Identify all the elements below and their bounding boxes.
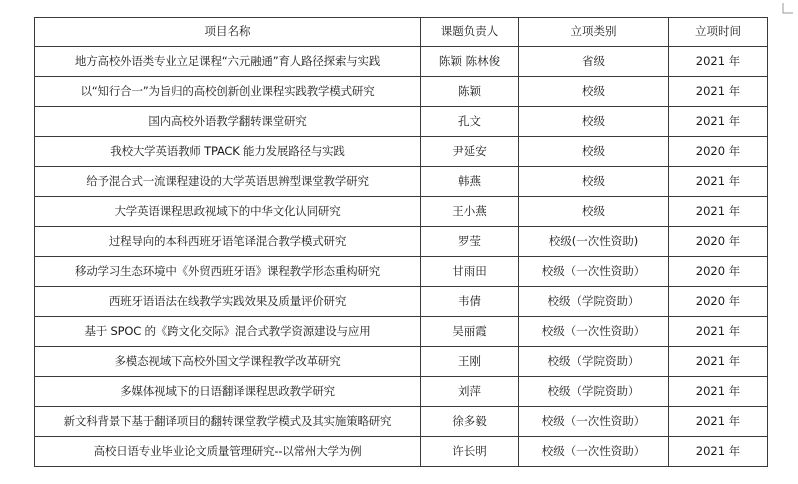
- cell-project-name: 基于 SPOC 的《跨文化交际》混合式教学资源建设与应用: [35, 317, 421, 347]
- header-time: 立项时间: [669, 18, 768, 47]
- cell-time: 2021 年: [669, 77, 768, 107]
- table-body: [35, 47, 768, 467]
- table-move-handle-icon[interactable]: [782, 2, 794, 14]
- cell-project-name: 我校大学英语教师 TPACK 能力发展路径与实践: [35, 137, 421, 167]
- cell-leader: 韦倩: [421, 287, 519, 317]
- table-row: [35, 167, 768, 197]
- cell-time: 2021 年: [669, 407, 768, 437]
- cell-category: 校级（一次性资助）: [519, 257, 669, 287]
- cell-category: 校级: [519, 77, 669, 107]
- cell-leader: 王小燕: [421, 197, 519, 227]
- cell-project-name: 高校日语专业毕业论文质量管理研究--以常州大学为例: [35, 437, 421, 467]
- cell-leader: 陈颖 陈林俊: [421, 47, 519, 77]
- cell-project-name: 移动学习生态环境中《外贸西班牙语》课程教学形态重构研究: [35, 257, 421, 287]
- cell-category: 省级: [519, 47, 669, 77]
- table-row: [35, 287, 768, 317]
- cell-leader: 孔文: [421, 107, 519, 137]
- cell-time: 2020 年: [669, 257, 768, 287]
- table-row: [35, 257, 768, 287]
- cell-time: 2020 年: [669, 137, 768, 167]
- header-row: [35, 18, 768, 47]
- cell-time: 2021 年: [669, 167, 768, 197]
- cell-category: 校级: [519, 167, 669, 197]
- cell-category: 校级(一次性资助): [519, 227, 669, 257]
- cell-project-name: 国内高校外语教学翻转课堂研究: [35, 107, 421, 137]
- cell-category: 校级（一次性资助）: [519, 407, 669, 437]
- cell-project-name: 大学英语课程思政视域下的中华文化认同研究: [35, 197, 421, 227]
- cell-category: 校级（一次性资助）: [519, 437, 669, 467]
- cell-time: 2021 年: [669, 437, 768, 467]
- table-row: [35, 407, 768, 437]
- table-row: [35, 317, 768, 347]
- cell-category: 校级: [519, 107, 669, 137]
- cell-project-name: 过程导向的本科西班牙语笔译混合教学模式研究: [35, 227, 421, 257]
- cell-time: 2020 年: [669, 227, 768, 257]
- table-row: [35, 137, 768, 167]
- cell-project-name: 以“知行合一”为旨归的高校创新创业课程实践教学模式研究: [35, 77, 421, 107]
- cell-time: 2021 年: [669, 47, 768, 77]
- cell-time: 2021 年: [669, 347, 768, 377]
- cell-leader: 徐多毅: [421, 407, 519, 437]
- cell-time: 2021 年: [669, 317, 768, 347]
- table-row: [35, 47, 768, 77]
- cell-leader: 许长明: [421, 437, 519, 467]
- cell-project-name: 西班牙语语法在线教学实践效果及质量评价研究: [35, 287, 421, 317]
- cell-project-name: 多模态视域下高校外国文学课程教学改革研究: [35, 347, 421, 377]
- table-row: [35, 227, 768, 257]
- cell-time: 2021 年: [669, 377, 768, 407]
- header-leader: 课题负责人: [421, 18, 519, 47]
- cell-leader: 罗莹: [421, 227, 519, 257]
- table-row: [35, 197, 768, 227]
- cell-time: 2021 年: [669, 107, 768, 137]
- table-row: [35, 107, 768, 137]
- cell-time: 2021 年: [669, 197, 768, 227]
- cell-time: 2020 年: [669, 287, 768, 317]
- cell-category: 校级: [519, 197, 669, 227]
- table-row: [35, 377, 768, 407]
- table-header: [35, 18, 768, 47]
- cell-category: 校级（学院资助）: [519, 287, 669, 317]
- cell-project-name: 地方高校外语类专业立足课程“六元融通”育人路径探索与实践: [35, 47, 421, 77]
- cell-project-name: 新文科背景下基于翻译项目的翻转课堂教学模式及其实施策略研究: [35, 407, 421, 437]
- cell-leader: 甘雨田: [421, 257, 519, 287]
- cell-project-name: 多媒体视域下的日语翻译课程思政教学研究: [35, 377, 421, 407]
- table-row: [35, 437, 768, 467]
- table-row: [35, 77, 768, 107]
- cell-leader: 陈颖: [421, 77, 519, 107]
- cell-leader: 韩燕: [421, 167, 519, 197]
- cell-leader: 王刚: [421, 347, 519, 377]
- table-row: [35, 347, 768, 377]
- cell-leader: 刘萍: [421, 377, 519, 407]
- cell-leader: 尹延安: [421, 137, 519, 167]
- cell-project-name: 给予混合式一流课程建设的大学英语思辨型课堂教学研究: [35, 167, 421, 197]
- cell-category: 校级: [519, 137, 669, 167]
- projects-table: [34, 17, 768, 467]
- cell-leader: 吴丽霞: [421, 317, 519, 347]
- header-category: 立项类别: [519, 18, 669, 47]
- cell-category: 校级（一次性资助）: [519, 317, 669, 347]
- cell-category: 校级（学院资助）: [519, 347, 669, 377]
- header-project-name: 项目名称: [35, 18, 421, 47]
- cell-category: 校级（学院资助）: [519, 377, 669, 407]
